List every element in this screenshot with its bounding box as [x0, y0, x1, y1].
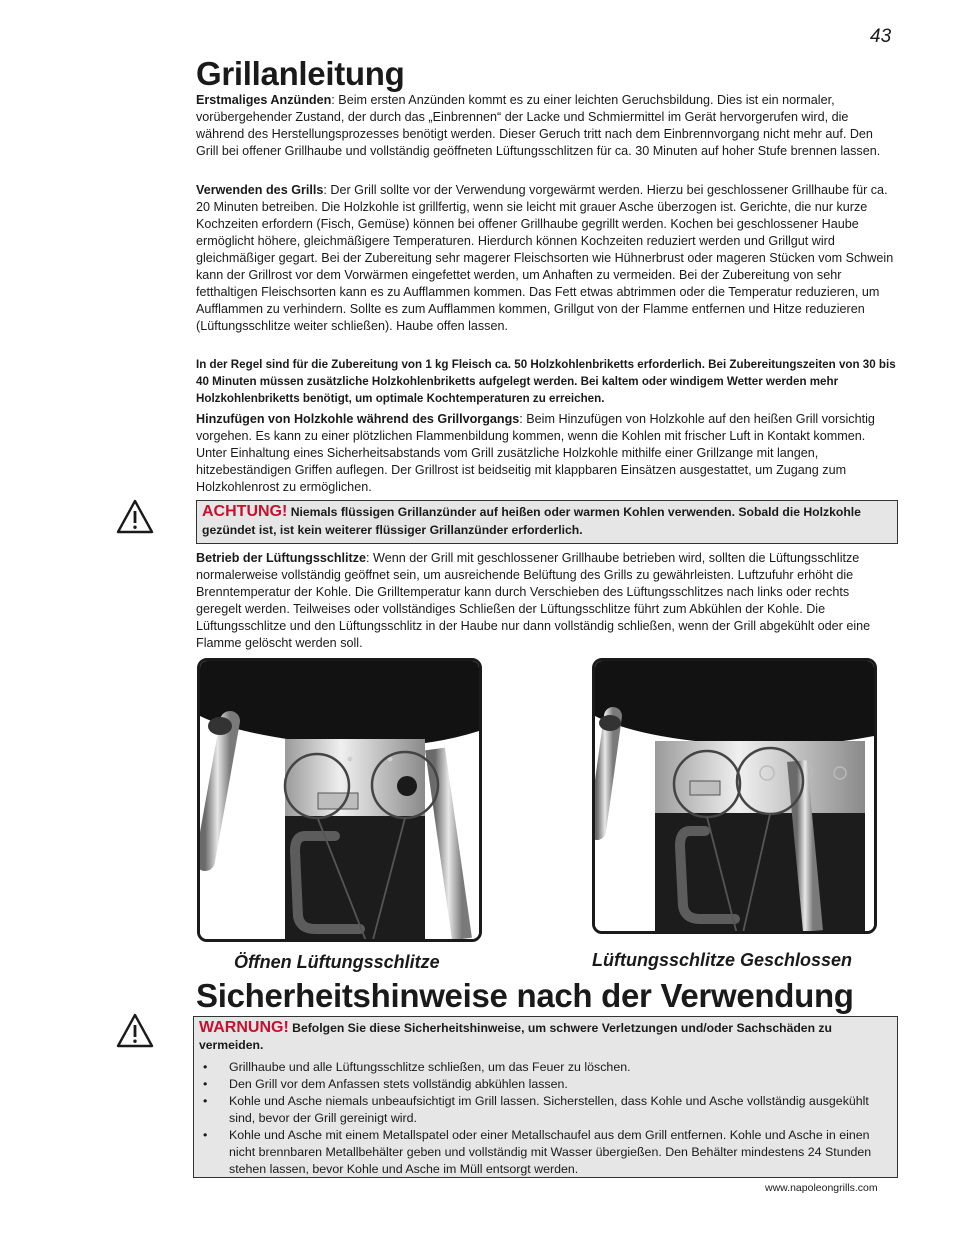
warning-triangle-icon [115, 1012, 155, 1050]
use-grill-paragraph [196, 182, 898, 335]
safety-bullet: • Den Grill vor dem Anfassen stets vollständig abkühlen lassen. [199, 1076, 892, 1093]
use-grill-term: Verwenden des Grills [196, 183, 324, 197]
caption-vents-closed: Lüftungsschlitze Geschlossen [592, 950, 853, 970]
caution-content [202, 503, 892, 539]
warning-label: WARNUNG! [199, 1019, 289, 1036]
grill-closed-vents-illustration [595, 661, 874, 931]
safety-bullet-list [199, 1059, 892, 1178]
first-use-text: : Beim ersten Anzünden kommt es zu einer leichten Geruchsbildung. Dies ist ein normaler, vorübergehender Zustand, der durch das „Einbrennen“ der Lacke und Schmiermittel im Gerät hervorgerufen wird, die während des Herstellungsprozesses benötigt werden. Dieser Geruch tritt nach dem Einbrennvorgang nicht mehr auf. Den Grill bei offener Grillhaube und vollständig geöffneten Lüftungsschlitzen für ca. 30 Minuten auf hoher Stufe brennen lassen. [196, 93, 881, 158]
vents-term: Betrieb der Lüftungsschlitze [196, 551, 367, 565]
vents-open-photo [197, 658, 482, 942]
safety-bullet: • Grillhaube und alle Lüftungsschlitze schließen, um das Feuer zu löschen. [199, 1059, 892, 1076]
page-number: 43 [870, 26, 892, 47]
first-use-paragraph [196, 92, 898, 160]
add-charcoal-text: : Beim Hinzufügen von Holzkohle auf den heißen Grill vorsichtig vorgehen. Es kann zu einer plötzlichen Flammenbildung kommen, wenn die Kohlen mit frischer Luft in Kontakt kommen. Unter Einhaltung eines Sicherheitsabstands vom Grill zusätzliche Holzkohle mithilfe einer Grillzange mit langen, hitzebeständigen Griffen auflegen. Der Grillrost ist beidseitig mit klappbaren Einsätzen ausgestattet, um Zugang zum Holzkohlenrost zu ermöglichen. [196, 412, 875, 494]
vents-text: : Wenn der Grill mit geschlossener Grillhaube betrieben wird, sollten die Lüftungsschlitze normalerweise vollständig geöffnet sein, um ausreichende Belüftung des Grills zu gewährleisten. Luftzufuhr erhöht die Brenntemperatur der Kohle. Die Grilltemperatur kann durch Verschieben des Lüftungsschlitzes nach links oder rechts geregelt werden. Teilweises oder vollständiges Schließen der Lüftungsschlitze führt zum Abkühlen der Kohle. Die Lüftungsschlitze und den Lüftungsschlitz in der Haube nur dann vollständig schließen, wenn der Grill abgekühlt oder eine Flamme gelöscht werden soll. [196, 551, 871, 650]
warning-box [193, 1016, 898, 1178]
caution-box [196, 500, 898, 544]
charcoal-note: In der Regel sind für die Zubereitung von 1 kg Fleisch ca. 50 Holzkohlenbriketts erforderlich. Bei Zubereitungszeiten von 30 bis 40 Minuten müssen zusätzliche Holzkohlenbriketts aufgelegt werden. Bei kaltem oder windigem Wetter werden mehr Holzkohlenbriketts benötigt, um optimale Kochtemperaturen zu erreichen. [196, 358, 896, 405]
warning-heading [199, 1019, 892, 1054]
add-charcoal-term: Hinzufügen von Holzkohle während des Grillvorgangs [196, 412, 520, 426]
page-title: Grillanleitung [196, 55, 405, 92]
grill-open-vents-illustration [200, 661, 479, 939]
caution-text: Niemals flüssigen Grillanzünder auf heißen oder warmen Kohlen verwenden. Sobald die Holzkohle gezündet ist, ist kein weiterer flüssiger Grillanzünder erforderlich. [202, 505, 861, 537]
use-grill-text: : Der Grill sollte vor der Verwendung vorgewärmt werden. Hierzu bei geschlossener Grillhaube für ca. 20 Minuten betreiben. Die Holzkohle ist grillfertig, wenn sie leicht mit grauer Asche überzogen ist. Gerichte, die nur kurze Kochzeiten erfordern (Fisch, Gemüse) können bei offener Grillhaube gegrillt werden. Kochen bei geschlossener Haube ermöglicht höhere, gleichmäßigere Temperaturen. Hierdurch können Kochzeiten reduziert werden und Grillgut wird gleichmäßiger gegart. Bei der Zubereitung sehr magerer Fleischsorten wie Hühnerbrust oder mageren Stücken vom Schwein kann der Grillrost vor dem Vorwärmen eingefettet werden, um Anhaften zu vermeiden. Bei der Zubereitung von sehr fetthaltigen Fleischsorten kann es zu Aufflammen kommen. Das Fett etwas abtrimmen oder die Temperatur reduzieren, um Aufflammen zu verhindern. Sollte es zum Aufflammen kommen, Grillgut von der Flamme entfernen und Hitze reduzieren (Lüftungsschlitze weiter schließen). Haube offen lassen. [196, 183, 894, 333]
safety-bullet: • Kohle und Asche mit einem Metallspatel oder einer Metallschaufel aus dem Grill entfernen. Kohle und Asche in einen nicht brennbaren Metallbehälter geben und vollständig mit Wasser übergießen. Den Behälter mindestens 24 Stunden stehen lassen, bevor Kohle und Asche im Müll entsorgt werden. [199, 1127, 892, 1178]
caption-vents-open: Öffnen Lüftungsschlitze [234, 952, 440, 972]
vents-closed-photo [592, 658, 877, 934]
warning-triangle-icon [115, 498, 155, 536]
safety-bullet: • Kohle und Asche niemals unbeaufsichtigt im Grill lassen. Sicherstellen, dass Kohle und Asche vollständig ausgekühlt sind, bevor der Grill gereinigt wird. [199, 1093, 892, 1127]
warning-text: Befolgen Sie diese Sicherheitshinweise, um schwere Verletzungen und/oder Sachschäden zu vermeiden. [199, 1021, 832, 1052]
caution-label: ACHTUNG! [202, 503, 288, 520]
footer-website: www.napoleongrills.com [765, 1182, 878, 1194]
first-use-term: Erstmaliges Anzünden [196, 93, 332, 107]
section-title-safety: Sicherheitshinweise nach der Verwendung [196, 977, 854, 1014]
add-charcoal-paragraph [196, 411, 898, 496]
vents-paragraph [196, 550, 898, 652]
